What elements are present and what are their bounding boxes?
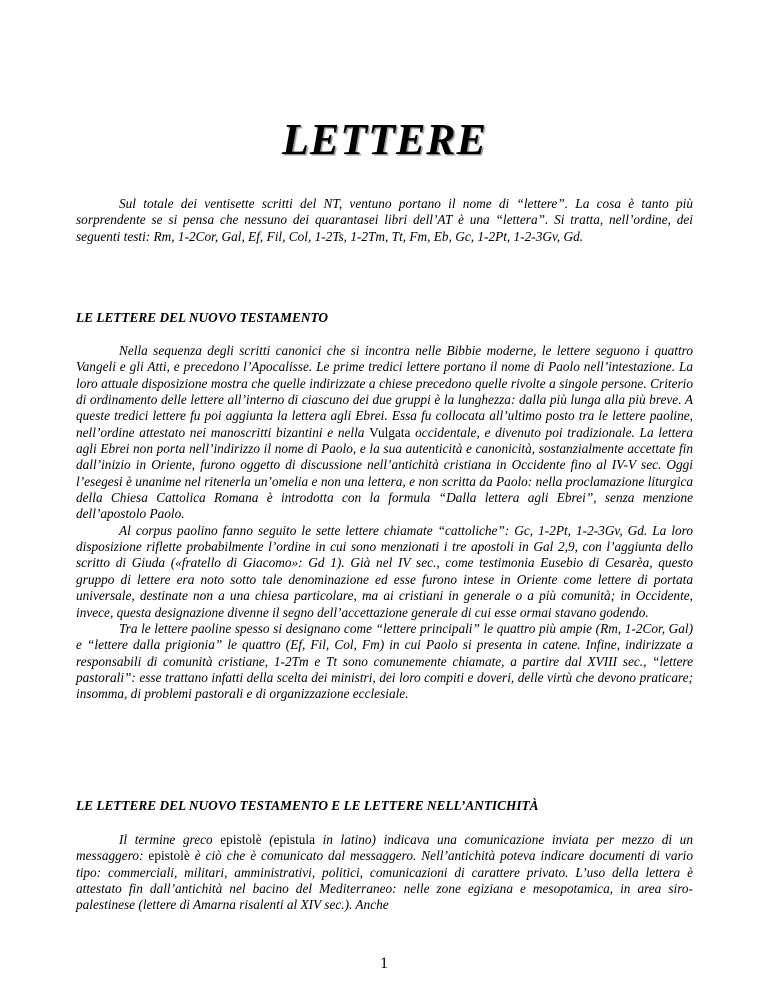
section-2 [76,798,693,814]
section-2-body [76,832,693,914]
section-2-heading: LE LETTERE DEL NUOVO TESTAMENTO E LE LETTERE NELL’ANTICHITÀ [76,798,539,813]
text-run: Il termine greco [119,832,221,847]
text-run: in latino) indicava una comunicazione inviata per mezzo di un messaggero: [76,832,693,864]
text-run: è ciò che è comunicato dal messaggero. Nell’antichità poteva indicare documenti di vario tipo: commerciali, militari, amministrativi, politici, comunicazioni di carattere privato. L’uso della lettera è attestato fin dall’antichità nel bacino del Mediterraneo: nelle zone egiziana e mesopotamica, in area siro-palestinese (lettere di Amarna risalenti al XIV sec.). Anche [76,848,693,913]
section-1-paragraph-3: Tra le lettere paoline spesso si designano come “lettere principali” le quattro più ampie (Rm, 1-2Cor, Gal) e “lettere dalla prigionia” le quattro (Ef, Fil, Col, Fm) in cui Paolo si presenta in catene. Infine, indirizzate a responsabili di comunità cristiane, 1-2Tm e Tt sono comunemente chiamate, a partire dal XVIII sec., “lettere pastorali”: esse trattano infatti della scelta dei ministri, dei loro compiti e doveri, delle virtù che devono praticare; insomma, di problemi pastorali e di organizzazione ecclesiale. [76,620,693,702]
intro-paragraph: Sul totale dei ventisette scritti del NT, ventuno portano il nome di “lettere”. La cosa è tanto più sorprendente se si pensa che nessuno dei quarantasei libri dell’AT è una “lettera”. Si tratta, nell’ordine, dei seguenti testi: Rm, 1-2Cor, Gal, Ef, Fil, Col, 1-2Ts, 1-2Tm, Tt, Fm, Eb, Gc, 1-2Pt, 1-2-3Gv, Gd. [76,196,693,244]
document-title: LETTERE [281,115,488,164]
text-run: occidentale, e divenuto poi tradizionale. La lettera agli Ebrei non porta nell’indirizzo il nome di Paolo, e la sua autenticità e canonicità, sostanzialmente accettate fin dall’inizio in Oriente, furono oggetto di discussione nell’antichità cristiana in Occidente fino al IV-V sec. Oggi l’esegesi è unanime nel ritenerla un’omelia e non una lettera, e non scritta da Paolo: nella proclamazione liturgica della Chiesa Cattolica Romana è introdotta con la formula “Dalla lettera agli Ebrei”, senza menzione dell’apostolo Paolo. [76,424,693,522]
text-run: ( [261,832,274,847]
intro-block [76,196,693,245]
section-1-paragraph-1 [76,343,693,523]
section-1-body [76,343,693,703]
section-1-heading: LE LETTERE DEL NUOVO TESTAMENTO [76,310,328,325]
section-2-paragraph-1 [76,832,693,914]
term-vulgata: Vulgata [369,424,411,440]
term-epistula: epistula [273,832,316,847]
page-number: 1 [380,955,388,972]
term-epistole: epistolè [148,848,190,864]
section-1-paragraph-2: Al corpus paolino fanno seguito le sette lettere chiamate “cattoliche”: Gc, 1-2Pt, 1-2-3Gv, Gd. La loro disposizione riflette probabilmente l’ordine in cui sono menzionati i tre apostoli in Gal 2,9, con l’aggiunta dello scritto di Giuda («fratello di Giacomo»: Gd 1). Già nel IV sec., come testimonia Eusebio di Cesarèa, questo gruppo di lettere era noto sotto tale denominazione ed esse furono intese in Oriente come lettere di portata universale, destinate non a una chiesa particolare, ma ai cristiani in generale o a più comunità; in Occidente, invece, questa designazione divenne il segno dell’accettazione generale di cui esse ormai stavano godendo. [76,522,693,620]
term-epistole: epistolè [220,832,262,847]
text-run: Nella sequenza degli scritti canonici che si incontra nelle Bibbie moderne, le lettere seguono i quattro Vangeli e gli Atti, e precedono l’Apocalisse. Le prime tredici lettere portano il nome di Paolo nell’intestazione. La loro attuale disposizione mostra che quelle indirizzate a chiese precedono quelle rivolte a singole persone. Criterio di ordinamento delle lettere all’interno di ciascuno dei due gruppi è la lunghezza: dalla più lunga alla più breve. A queste tredici lettere fu poi aggiunta la lettera agli Ebrei. Essa fu collocata all’ultimo posto tra le lettere paoline, nell’ordine attestato nei manoscritti bizantini e nella [76,343,693,440]
section-1 [76,310,693,326]
